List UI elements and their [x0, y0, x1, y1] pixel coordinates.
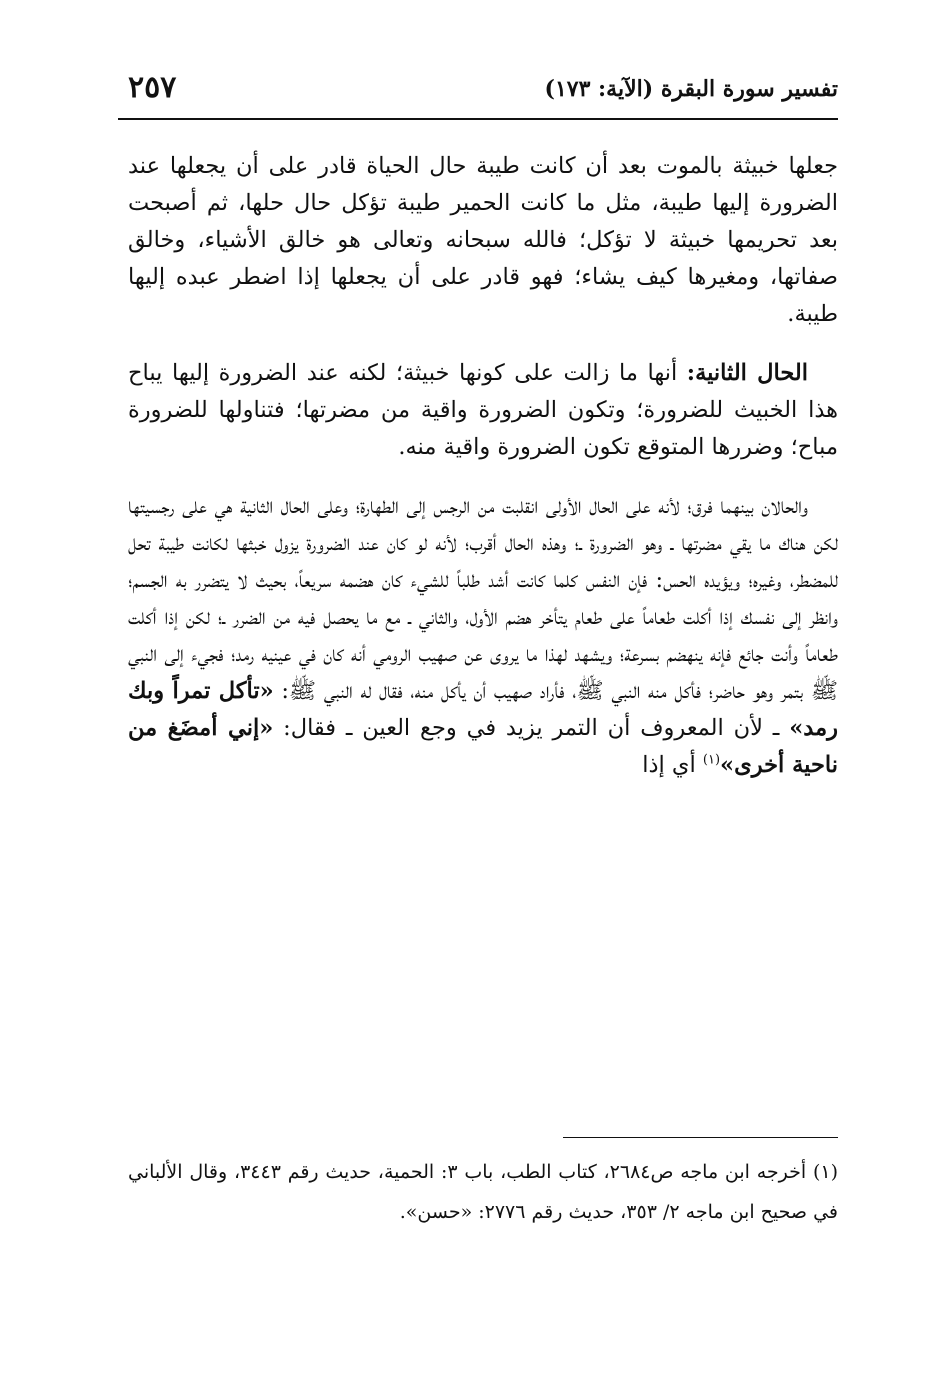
footnote-text: أخرجه ابن ماجه ص٢٦٨٤، كتاب الطب، باب ٣: الحمية، حديث رقم ٣٤٤٣، وقال الألباني في صحيح ابن ماجه ٢/ ٣٥٣، حديث رقم ٢٧٧٦: «حسن».	[128, 1161, 838, 1223]
paragraph-2-text: أنها ما زالت على كونها خبيثة؛ لكنه عند الضرورة إليها يباح هذا الخبيث للضرورة؛ وتكون الضرورة واقية من مضرتها؛ فتناولها للضرورة مباح؛ وضررها المتوقع تكون الضرورة واقية منه.	[128, 360, 838, 460]
page-number: ٢٥٧	[128, 70, 177, 105]
footnote-marker: (١)	[812, 1161, 838, 1183]
paragraph-3-text-a: والحالان بينهما فرق؛ لأنه على الحال الأولى انقلبت من الرجس إلى الطهارة؛ وعلى الحال الثانية هي على رجسيتها لكن هناك ما يقي مضرتها ـ وهو الضرورة ـ؛ وهذه الحال أقرب؛ لأنه لو كان عند الضرورة يزول خبثها لكانت طيبة تحل للمضطر، وغيره؛ ويؤيده الحس: فإن النفس كلما كانت أشد طلباً للشيء كان هضمه سريعاً، بحيث لا يتضرر به الجسم؛ وانظر إلى نفسك إذا أكلت طعاماً على طعام يتأخر هضم الأول، والثاني ـ مع ما يحصل فيه من الضرر ـ؛ لكن إذا أكلت طعاماً وأنت جائع فإنه ينهضم بسرعة؛ ويشهد لهذا ما يروى عن صهيب الرومي أنه كان في عينيه رمد؛ فجيء إلى النبي ﷺ بتمر وهو حاضر؛ فأكل منه النبي ﷺ، فأراد صهيب أن يأكل منه، فقال له النبي ﷺ:	[128, 493, 838, 704]
footnote-reference[interactable]: (١)	[702, 752, 721, 768]
paragraph-2	[128, 355, 838, 466]
paragraph-3-text-b: ـ لأن المعروف أن التمر يزيد في وجع العين ـ فقال:	[273, 715, 790, 741]
hadith-quote-1: «تأكل تمراً وبك رمد»	[128, 678, 838, 741]
paragraph-1-text: جعلها خبيثة بالموت بعد أن كانت طيبة حال الحياة قادر على أن يجعلها عند الضرورة إليها طيبة، مثل ما كانت الحمير طيبة تؤكل حال حلها، ثم أصبحت بعد تحريمها خبيثة لا تؤكل؛ فالله سبحانه وتعالى هو خالق الأشياء، وخالق صفاتها، ومغيرها كيف يشاء؛ فهو قادر على أن يجعلها إذا اضطر عبده إليها طيبة.	[128, 153, 838, 327]
paragraph-2-label: الحال الثانية:	[686, 360, 808, 386]
body-text	[128, 148, 838, 806]
page-header	[118, 70, 838, 120]
hadith-quote-2: «إني أمضَغ من ناحية أخرى»	[128, 715, 838, 778]
footnote	[128, 1152, 838, 1232]
paragraph-3	[128, 488, 838, 784]
footnote-divider	[563, 1137, 838, 1138]
paragraph-3-text-c: أي إذا	[642, 752, 703, 778]
paragraph-1	[128, 148, 838, 333]
running-title: تفسير سورة البقرة (الآية: ١٧٣)	[544, 76, 838, 102]
